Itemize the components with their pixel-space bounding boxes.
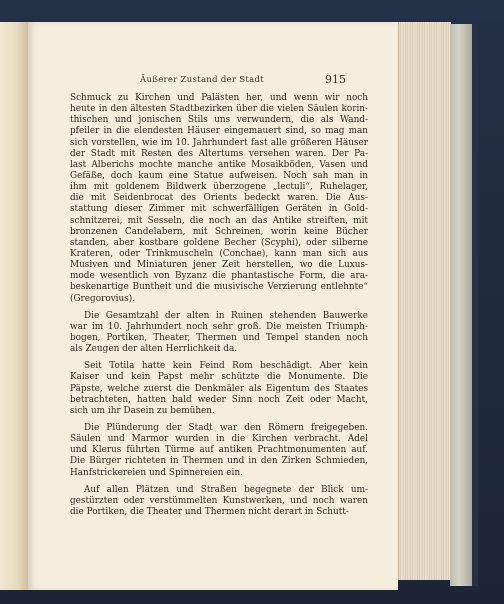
paragraph-3	[70, 361, 368, 417]
text-line: und Klerus führten Türme auf antiken Prachtmonumenten auf.	[70, 445, 368, 456]
text-line: heute in den ältesten Stadtbezirken über die vielen Säulen korin-	[70, 104, 368, 115]
body-text	[70, 93, 368, 524]
text-line: die mit Seidenbrocat des Orients bedeckt waren. Die Aus-	[70, 193, 368, 204]
page-number: 915	[325, 73, 346, 86]
text-line: thischen und jonischen Stils uns verwundern, die als Wand-	[70, 115, 368, 126]
text-line: bronzenen Candelabern, mit Schreinen, worin keine Bücher	[70, 226, 368, 237]
text-line: Kaiser und kein Papst mehr schützte die Monumente. Die	[70, 372, 368, 383]
paragraph-1	[70, 93, 368, 305]
text-line: Die Bürger richteten in Thermen und in den Zirken Schmieden,	[70, 456, 368, 467]
text-line: der Stadt mit Resten des Altertums versehen waren. Der Pa-	[70, 148, 368, 159]
text-line: (Gregorovius).	[70, 293, 136, 304]
cover-shadow	[472, 24, 478, 586]
text-line: Gefäße, doch kaum eine Statue aufweisen. Noch sah man in	[70, 170, 368, 181]
text-line: standen, aber kostbare goldene Becher (Scyphi), oder silberne	[70, 237, 368, 248]
book-cover-board	[450, 24, 473, 586]
text-line: Säulen und Marmor wurden in die Kirchen verbracht. Adel	[70, 434, 368, 445]
text-line: die Portiken, die Theater und Thermen nicht derart in Schutt-	[70, 506, 349, 517]
text-line: Die Plünderung der Stadt war den Römern freigegeben.	[84, 422, 368, 433]
text-line: stattung dieser Zimmer mit schwerfälligen Geräten in Gold-	[70, 204, 368, 215]
text-line: schnitzerei, mit Sesseln, die noch an das Antike streiften, mit	[70, 215, 368, 226]
left-page-edge	[0, 22, 29, 590]
text-line: Hanfstrickereien und Spinnereien ein.	[70, 467, 243, 478]
text-line: Auf allen Plätzen und Straßen begegnete der Blick um-	[84, 484, 368, 495]
text-line: pfeiler in die elendesten Häuser eingemauert sind, so mag man	[70, 126, 368, 137]
text-line: beskenartige Buntheit und die musivische Verzierung entlehnte“	[70, 282, 368, 293]
text-line: last Alberichs mochte manche antike Mosaikböden, Vasen und	[70, 159, 368, 170]
text-line: mode wesentlich von Byzanz die phantastische Form, die ara-	[70, 271, 368, 282]
page-edges-stack	[398, 22, 451, 580]
text-line: Schmuck zu Kirchen und Palästen her, und wenn wir noch	[70, 93, 368, 103]
text-line: bogen, Portiken, Theater, Thermen und Tempel standen noch	[70, 332, 368, 343]
text-line: sich um ihr Dasein zu bemühen.	[70, 405, 215, 416]
paragraph-5	[70, 485, 368, 518]
text-line: Musiven und Miniaturen jener Zeit herstellen, wo die Luxus-	[70, 260, 368, 271]
paragraph-4	[70, 423, 368, 479]
text-line: gestürzten oder verstümmelten Kunstwerken, und noch waren	[70, 495, 368, 506]
text-line: sich vorstellen, wie im 10. Jahrhundert fast alle größeren Häuser	[70, 137, 368, 148]
text-line: betrachteten, hatten bald weder Sinn noch Zeit oder Macht,	[70, 394, 368, 405]
running-head: Äußerer Zustand der Stadt	[140, 75, 264, 85]
text-line: Die Gesamtzahl der alten in Ruinen stehenden Bauwerke	[84, 310, 368, 321]
text-line: war im 10. Jahrhundert noch sehr groß. Die meisten Triumph-	[70, 321, 368, 332]
text-line: als Zeugen der alten Herrlichkeit da.	[70, 344, 238, 355]
paragraph-2	[70, 311, 368, 356]
text-line: Krateren, oder Trinkmuscheln (Conchae), kann man sich aus	[70, 248, 368, 259]
text-line: Päpste, welche zuerst die Denkmäler als Eigentum des Staates	[70, 383, 368, 394]
text-line: Seit Totila hatte kein Feind Rom beschädigt. Aber kein	[84, 361, 368, 372]
text-line: ihm mit goldenem Bildwerk überzogene „lectuli“, Ruhelager,	[70, 182, 368, 193]
